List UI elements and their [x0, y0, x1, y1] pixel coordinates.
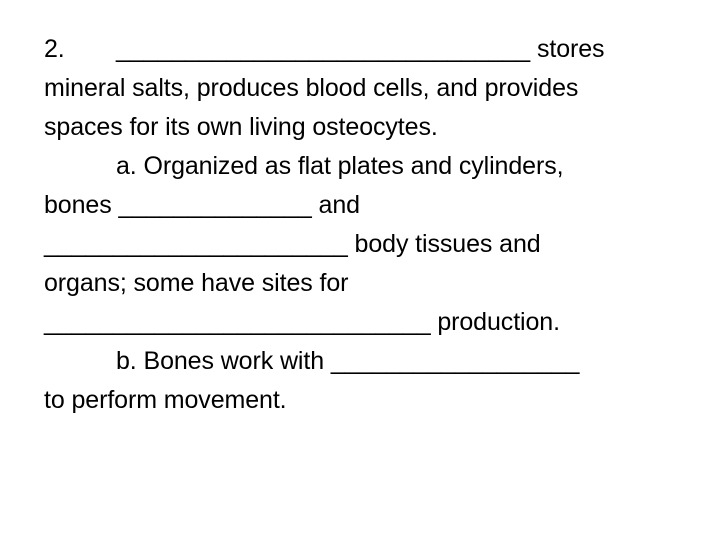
question-line-3: spaces for its own living osteocytes.: [44, 113, 438, 141]
subitem-a-line-5: ____________________________ production.: [44, 308, 560, 336]
subitem-a-line-1: a. Organized as flat plates and cylinders,: [116, 152, 564, 180]
question-number: 2.: [44, 35, 65, 63]
subitem-b-line-1: b. Bones work with __________________: [116, 347, 580, 375]
subitem-a-line-3: ______________________ body tissues and: [44, 230, 541, 258]
subitem-b-line-2: to perform movement.: [44, 386, 287, 414]
question-blank-stores: ______________________________ stores: [116, 35, 605, 63]
subitem-a-line-2: bones ______________ and: [44, 191, 360, 219]
question-text: [44, 30, 694, 420]
subitem-a-line-4: organs; some have sites for: [44, 269, 349, 297]
question-line-1: [44, 30, 694, 69]
question-line-2: mineral salts, produces blood cells, and provides: [44, 74, 579, 102]
